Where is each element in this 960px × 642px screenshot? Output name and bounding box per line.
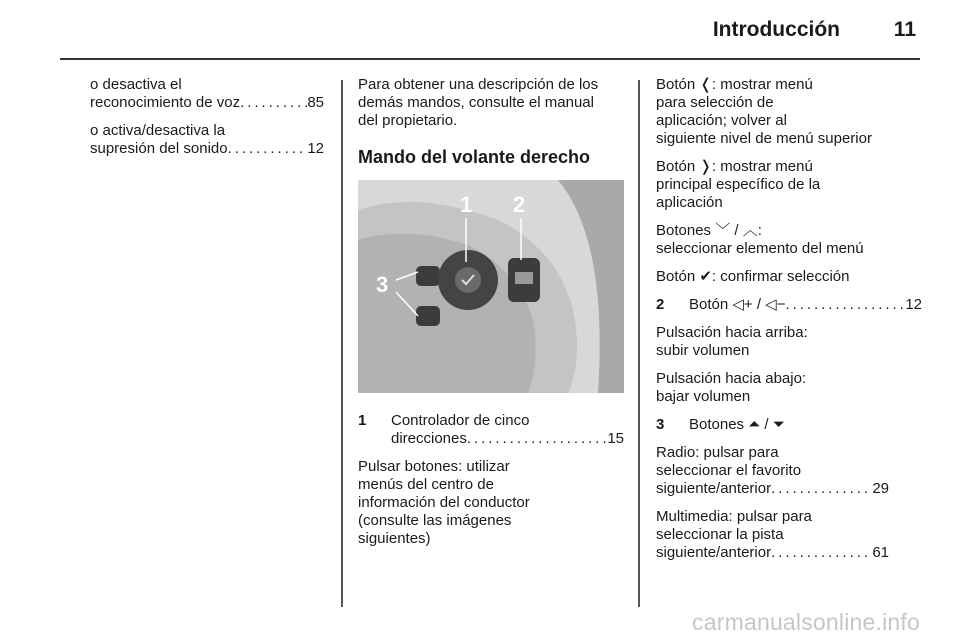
legend-item-1: 1 Controlador de cinco direcciones . . . 15 <box>358 412 624 448</box>
item-1-description: Pulsar botones: utilizar menús del centro de información del conductor (consulte las imágenes siguientes) <box>358 458 530 547</box>
column-1 <box>90 76 324 168</box>
header-rule <box>60 58 920 60</box>
legend-item-2: 2 Botón ◁+ / ◁− . . . 12 <box>656 296 922 314</box>
radio-description: Radio: pulsar para seleccionar el favorito siguiente/anterior . . . 29 <box>656 444 889 498</box>
forward-button-description: Botón ❭: mostrar menú principal específico de la aplicación <box>656 158 821 211</box>
page-reference: 12 <box>905 296 922 313</box>
page-number: 11 <box>893 18 916 41</box>
next-button <box>416 266 440 286</box>
volume-down-description: Pulsación hacia abajo: bajar volumen <box>656 370 807 405</box>
page-reference: 12 <box>307 140 324 157</box>
previous-button <box>416 306 440 326</box>
header-title: Introducción <box>712 18 840 41</box>
page-reference: 29 <box>872 480 889 497</box>
confirm-button-description: Botón ✔: confirmar selección <box>656 268 850 285</box>
callout-2: 2 <box>513 192 526 217</box>
page-reference: 15 <box>607 430 624 447</box>
index-entry: o desactiva el reconocimiento de voz . . . 85 <box>90 76 324 112</box>
up-down-buttons-description: Botones ﹀ / ︿: seleccionar elemento del menú <box>656 222 864 257</box>
intro-paragraph: Para obtener una descripción de los demás mandos, consulte el manual del propietario. <box>358 76 599 129</box>
section-heading: Mando del volante derecho <box>358 147 591 167</box>
back-button-description: Botón ❬: mostrar menú para selección de aplicación; volver al siguiente nivel de menú superior <box>656 76 872 147</box>
page-reference: 61 <box>872 544 889 561</box>
volume-up-description: Pulsación hacia arriba: subir volumen <box>656 324 808 359</box>
column-divider-2 <box>638 80 640 607</box>
column-3 <box>656 76 922 572</box>
legend-item-3: 3 Botones ⏶ / ⏷ <box>656 416 785 433</box>
column-2 <box>358 76 624 558</box>
ok-button <box>455 267 481 293</box>
callout-1: 1 <box>460 192 473 217</box>
column-divider-1 <box>341 80 343 607</box>
volume-rocker-face <box>515 272 533 284</box>
index-entry: o activa/desactiva la supresión del sonido . . . 12 <box>90 122 324 158</box>
callout-3: 3 <box>376 272 389 297</box>
multimedia-description: Multimedia: pulsar para seleccionar la pista siguiente/anterior . . . 61 <box>656 508 889 562</box>
steering-wheel-figure <box>358 180 624 393</box>
watermark: carmanualsonline.info <box>692 609 920 635</box>
page-reference: 85 <box>307 94 324 111</box>
